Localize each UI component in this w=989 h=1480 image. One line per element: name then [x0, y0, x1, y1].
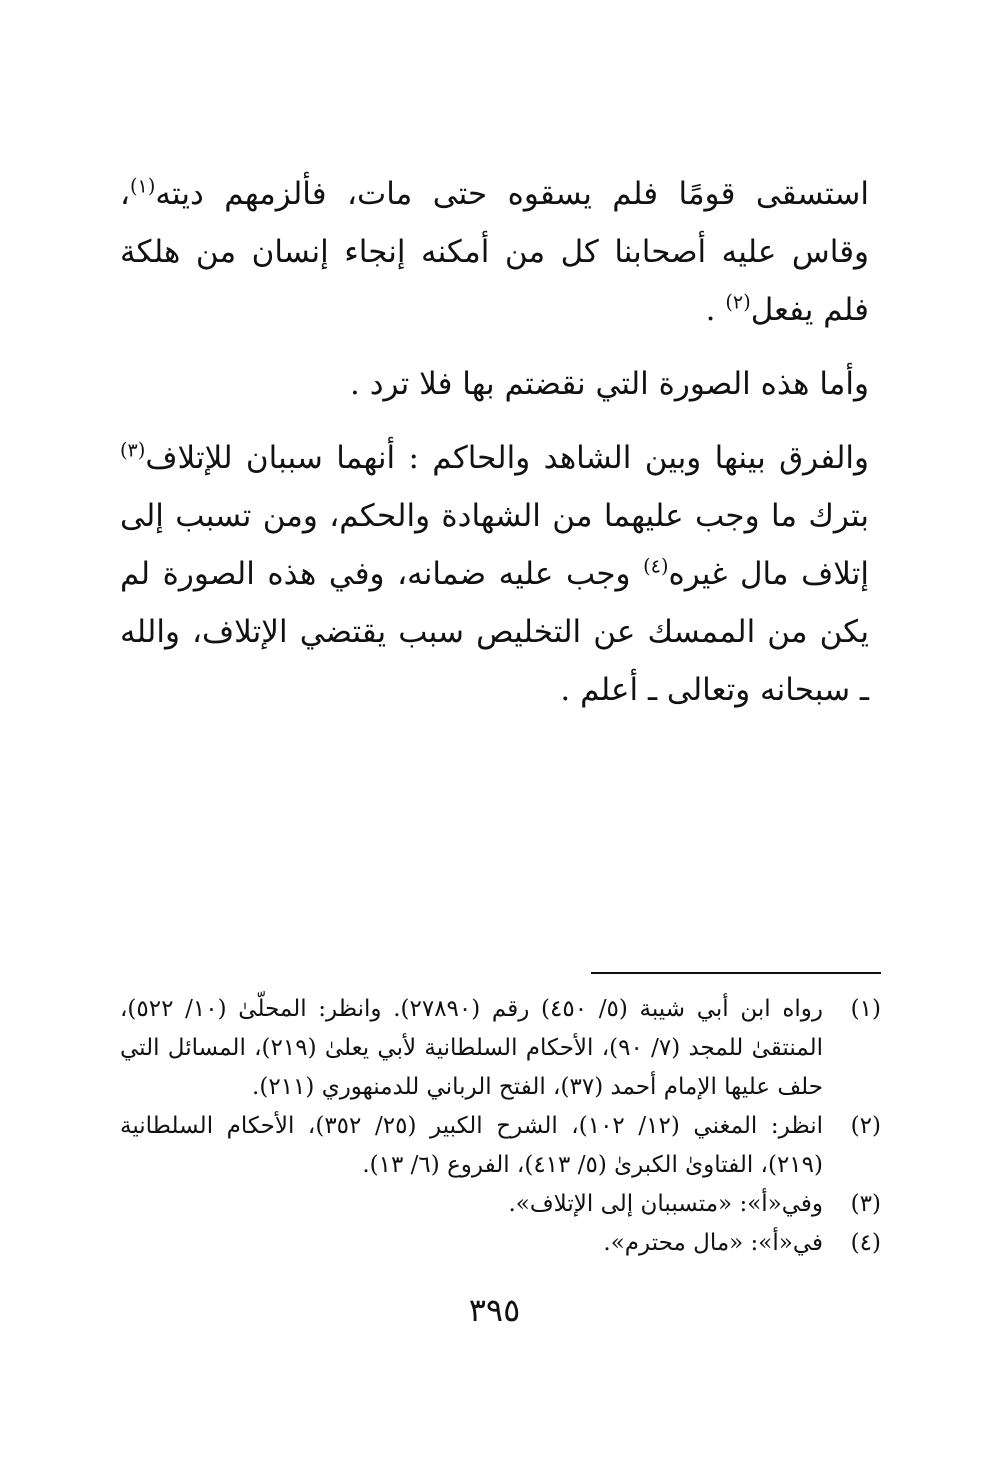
footnote-ref-4: (٤) [643, 554, 669, 578]
footnote-text: انظر: المغني (١٢/ ١٠٢)، الشرح الكبير (٢٥/ ٣٥٢)، الأحكام السلطانية (٢١٩)، الفتاوىٰ الكبرىٰ (٥/ ٤١٣)، الفروع (٦/ ١٣). [120, 1113, 823, 1178]
main-text [120, 165, 869, 719]
footnote-ref-2: (٢) [725, 290, 751, 314]
footnotes [120, 990, 881, 1263]
paragraph-1-after: . [705, 292, 726, 328]
paragraph-1 [120, 165, 869, 339]
footnote-number: (١) [850, 996, 881, 1022]
footnote-text: وفي«أ»: «متسببان إلى الإتلاف». [508, 1191, 823, 1217]
footnote-number: (٤) [850, 1230, 881, 1256]
footnote-1 [120, 990, 881, 1107]
paragraph-3-middle: بترك ما وجب عليهما من الشهادة والحكم، ومن تسبب إلى إتلاف مال غيره [120, 498, 869, 592]
footnote-number: (٢) [850, 1113, 881, 1139]
paragraph-3 [120, 429, 869, 719]
paragraph-1-middle: ، وقاس عليه أصحابنا كل من أمكنه إنجاء إنسان من هلكة فلم يفعل [120, 176, 869, 328]
paragraph-2: وأما هذه الصورة التي نقضتم بها فلا ترد . [350, 366, 869, 402]
footnote-separator [591, 972, 881, 974]
footnote-ref-3: (٣) [120, 438, 146, 462]
paragraph-3-before: والفرق بينها وبين الشاهد والحاكم : أنهما سببان للإتلاف [145, 440, 869, 476]
page-number: ٣٩٥ [468, 1291, 521, 1329]
footnote-ref-1: (١) [130, 174, 156, 198]
footnote-text: في«أ»: «مال محترم». [603, 1230, 823, 1256]
footnote-number: (٣) [850, 1191, 881, 1217]
paragraph-3-after: وجب عليه ضمانه، وفي هذه الصورة لم يكن من الممسك عن التخليص سبب يقتضي الإتلاف، والله ـ سبحانه وتعالى ـ أعلم . [120, 556, 869, 708]
footnote-2 [120, 1107, 881, 1185]
paragraph-1-before: استسقى قومًا فلم يسقوه حتى مات، فألزمهم ديته [155, 176, 869, 212]
footnote-3 [120, 1185, 881, 1224]
footnote-text: رواه ابن أبي شيبة (٥/ ٤٥٠) رقم (٢٧٨٩٠). وانظر: المحلّىٰ (١٠/ ٥٢٢)، المنتقىٰ للمجد (٧/ ٩٠)، الأحكام السلطانية لأبي يعلىٰ (٢١٩)، المسائل التي حلف عليها الإمام أحمد (٣٧)، الفتح الرباني للدمنهوري (٢١١). [120, 996, 823, 1100]
footnote-4 [120, 1224, 881, 1263]
